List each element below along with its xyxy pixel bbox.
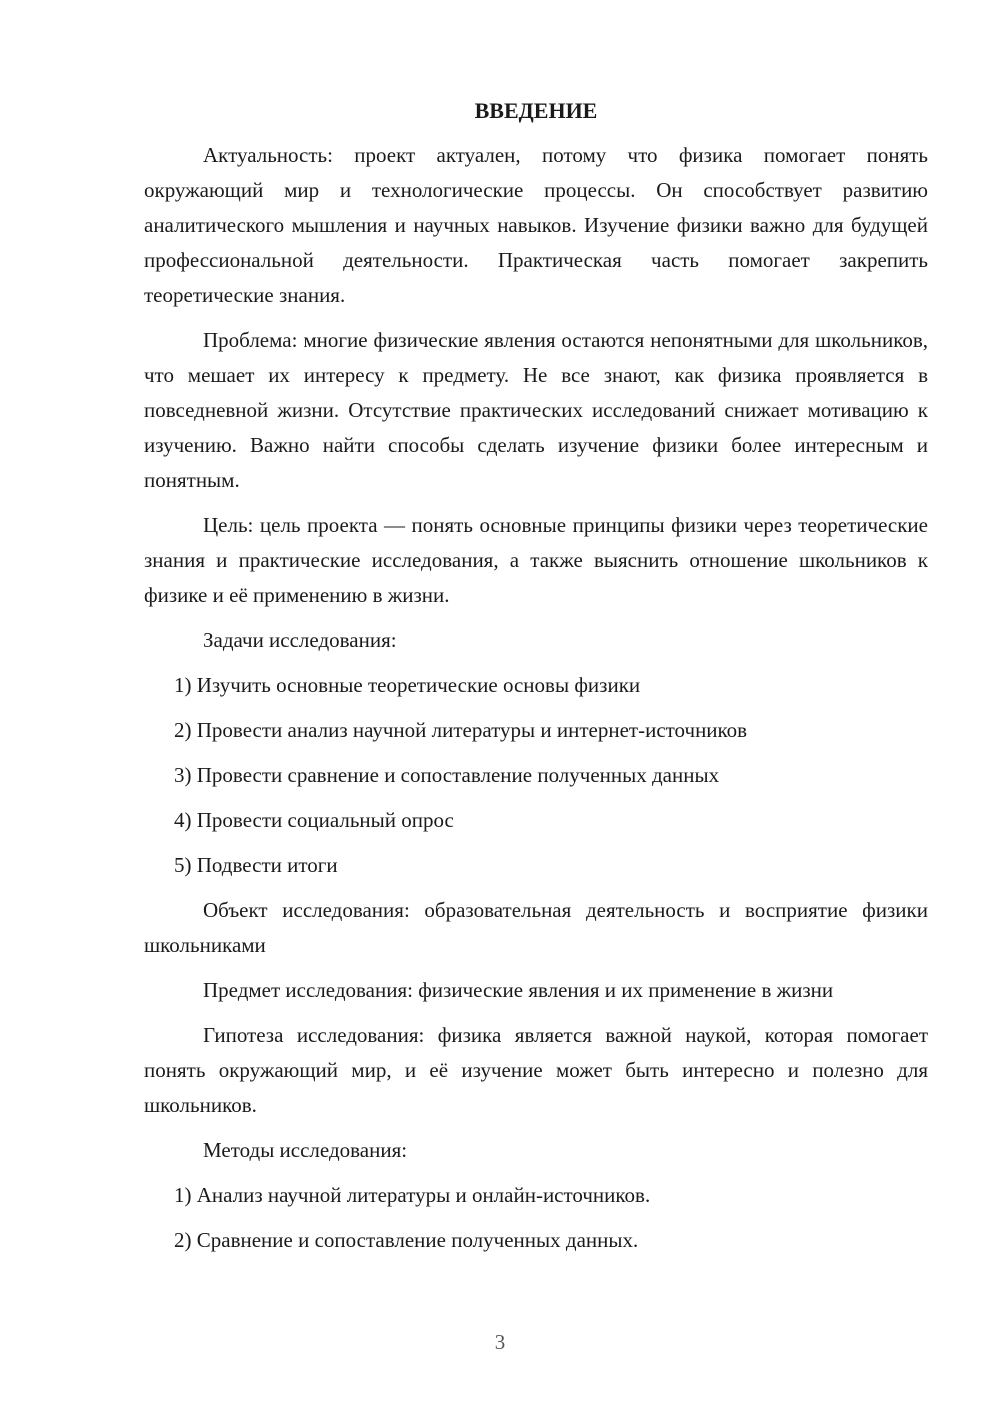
task-item-1: 1) Изучить основные теоретические основы физики (174, 673, 641, 697)
problem-paragraph: Проблема: многие физические явления остаются непонятными для школьников, что мешает их интересу к предмету. Не все знают, как физика проявляется в повседневной жизни. Отсутствие практических исследований снижает мотивацию к изучению. Важно найти способы сделать изучение физики более интересным и понятным. (144, 328, 928, 492)
method-item-1: 1) Анализ научной литературы и онлайн-источников. (174, 1183, 651, 1207)
methods-heading: Методы исследования: (203, 1138, 408, 1162)
task-item-2: 2) Провести анализ научной литературы и интернет-источников (174, 718, 748, 742)
method-item-2: 2) Сравнение и сопоставление полученных данных. (174, 1228, 639, 1252)
goal-paragraph: Цель: цель проекта — понять основные принципы физики через теоретические знания и практические исследования, а также выяснить отношение школьников к физике и её применению в жизни. (144, 513, 928, 607)
page-number: 3 (494, 1330, 506, 1354)
hypothesis-paragraph: Гипотеза исследования: физика является важной наукой, которая помогает понять окружающий мир, и её изучение может быть интересно и полезно для школьников. (144, 1023, 928, 1117)
relevance-paragraph: Актуальность: проект актуален, потому что физика помогает понять окружающий мир и технологические процессы. Он способствует развитию аналитического мышления и научных навыков. Изучение физики важно для будущей профессиональной деятельности. Практическая часть помогает закрепить теоретические знания. (144, 143, 928, 307)
task-item-5: 5) Подвести итоги (174, 853, 338, 877)
subject-paragraph: Предмет исследования: физические явления и их применение в жизни (203, 978, 834, 1002)
object-paragraph: Объект исследования: образовательная деятельность и восприятие физики школьниками (144, 898, 928, 957)
task-item-3: 3) Провести сравнение и сопоставление полученных данных (174, 763, 720, 787)
tasks-heading: Задачи исследования: (203, 628, 397, 652)
section-title: ВВЕДЕНИЕ (474, 98, 598, 123)
document-page (144, 96, 928, 1268)
task-item-4: 4) Провести социальный опрос (174, 808, 454, 832)
